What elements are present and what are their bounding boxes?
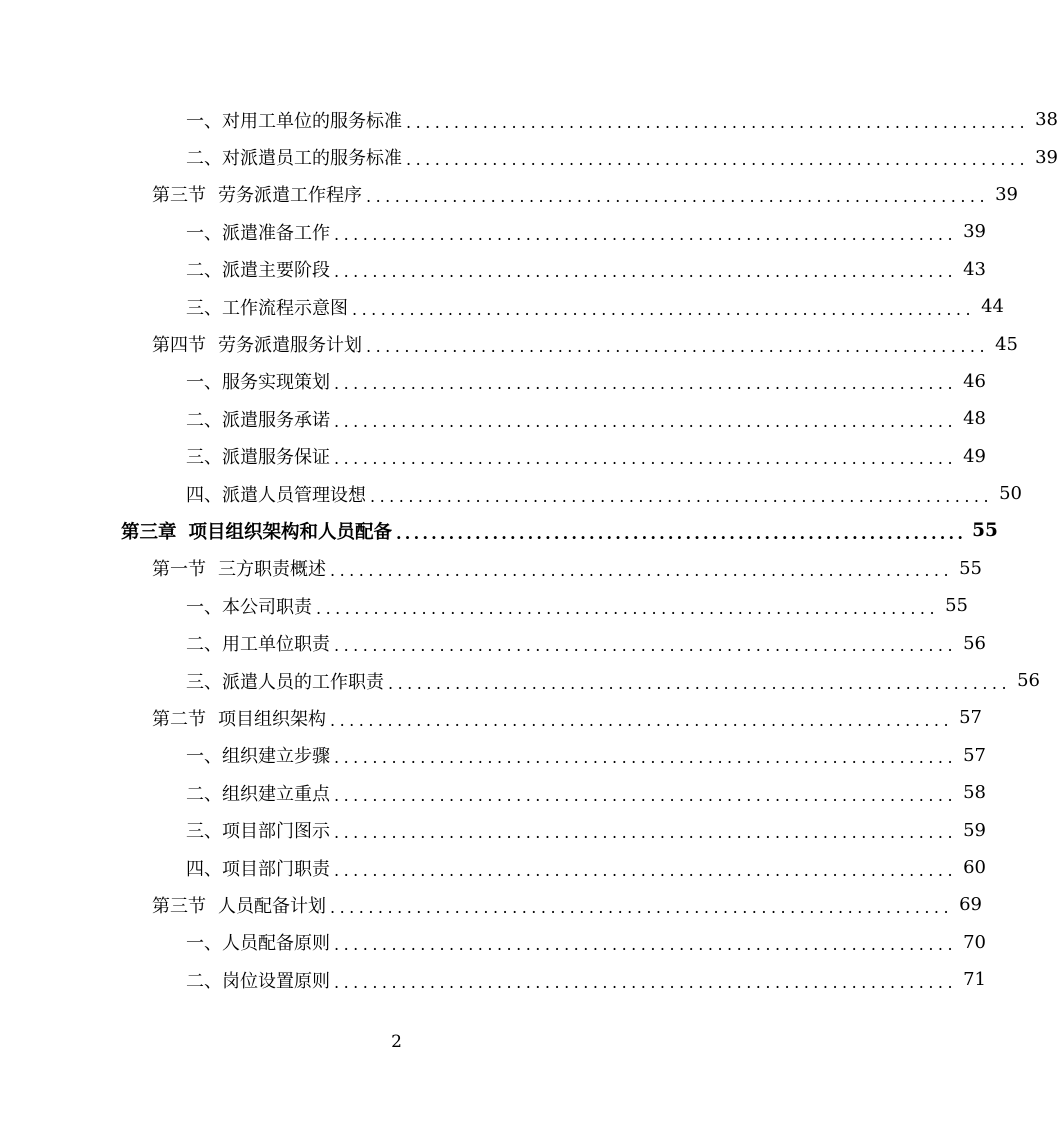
toc-entry-item[interactable] [0, 737, 986, 774]
toc-entry-page: 50 [999, 483, 1022, 505]
toc-entry-text: 人员配备计划 [218, 895, 326, 917]
toc-dot-leader: ................................................................. [406, 150, 1030, 170]
toc-entry-page: 58 [963, 782, 986, 804]
toc-dot-leader: ................................................................. [330, 561, 954, 581]
toc-dot-leader: ................................................................. [334, 224, 958, 244]
toc-entry-number: 一、 [186, 933, 222, 955]
toc-entry-item[interactable] [0, 363, 986, 400]
toc-dot-leader: ................................................................. [334, 972, 958, 992]
toc-entry-title [186, 630, 330, 656]
toc-entry-title [186, 780, 330, 806]
toc-entry-page: 55 [972, 520, 998, 542]
toc-entry-text: 人员配备原则 [222, 933, 330, 955]
toc-entry-item[interactable] [0, 662, 1040, 699]
toc-entry-item[interactable] [0, 961, 986, 998]
toc-entry-page: 49 [963, 445, 986, 467]
toc-entry-text: 用工单位职责 [222, 634, 330, 656]
toc-entry-section[interactable] [0, 699, 982, 736]
toc-entry-number: 第三节 [152, 185, 206, 207]
toc-entry-item[interactable] [0, 624, 986, 661]
toc-entry-title [186, 443, 330, 469]
toc-entry-page: 56 [963, 632, 986, 654]
toc-entry-page: 59 [963, 819, 986, 841]
toc-entry-text: 派遣人员管理设想 [222, 484, 366, 506]
toc-entry-title [186, 855, 330, 881]
toc-entry-number: 第二节 [152, 708, 206, 730]
toc-dot-leader: ................................................................. [388, 673, 1012, 693]
toc-entry-text: 项目部门职责 [222, 858, 330, 880]
toc-dot-leader: ................................................................. [334, 411, 958, 431]
toc-dot-leader: ................................................................. [334, 748, 958, 768]
toc-entry-title [152, 705, 326, 731]
toc-entry-title [152, 555, 326, 581]
toc-entry-number: 第三章 [121, 521, 177, 543]
toc-entry-text: 派遣主要阶段 [222, 260, 330, 282]
toc-entry-item[interactable] [0, 849, 986, 886]
toc-entry-item[interactable] [0, 251, 986, 288]
toc-entry-number: 三、 [186, 297, 222, 319]
toc-entry-title [186, 256, 330, 282]
toc-entry-number: 二、 [186, 783, 222, 805]
toc-entry-number: 第一节 [152, 559, 206, 581]
toc-entry-number: 四、 [186, 858, 222, 880]
toc-dot-leader: ................................................................. [330, 710, 954, 730]
toc-entry-text: 组织建立步骤 [222, 746, 330, 768]
toc-entry-item[interactable] [0, 138, 1058, 175]
toc-entry-text: 对派遣员工的服务标准 [222, 148, 402, 170]
toc-entry-text: 项目组织架构 [218, 708, 326, 730]
toc-entry-title [152, 892, 326, 918]
toc-entry-number: 一、 [186, 110, 222, 132]
toc-entry-section[interactable] [0, 886, 982, 923]
toc-entry-text: 劳务派遣服务计划 [218, 335, 362, 357]
toc-entry-number: 二、 [186, 260, 222, 282]
toc-entry-section[interactable] [0, 325, 1018, 362]
toc-entry-title [186, 742, 330, 768]
toc-entry-page: 39 [995, 183, 1018, 205]
toc-entry-item[interactable] [0, 811, 986, 848]
toc-entry-title [186, 219, 330, 245]
toc-entry-item[interactable] [0, 774, 986, 811]
toc-entry-page: 39 [963, 221, 986, 243]
toc-entry-text: 派遣服务承诺 [222, 409, 330, 431]
toc-entry-text: 岗位设置原则 [222, 970, 330, 992]
toc-dot-leader: ................................................................. [366, 337, 990, 357]
toc-entry-title [186, 481, 366, 507]
toc-entry-page: 71 [963, 969, 986, 991]
toc-entry-page: 70 [963, 931, 986, 953]
toc-entry-text: 本公司职责 [222, 596, 312, 618]
toc-dot-leader: ................................................................. [330, 897, 954, 917]
toc-entry-title [186, 406, 330, 432]
toc-entry-number: 四、 [186, 484, 222, 506]
toc-entry-chapter[interactable] [0, 512, 998, 549]
toc-entry-page: 55 [959, 557, 982, 579]
toc-entry-title [186, 107, 402, 133]
toc-entry-number: 一、 [186, 222, 222, 244]
toc-entry-text: 组织建立重点 [222, 783, 330, 805]
toc-entry-number: 三、 [186, 447, 222, 469]
toc-entry-title [186, 967, 330, 993]
toc-entry-number: 三、 [186, 671, 222, 693]
toc-entry-page: 46 [963, 370, 986, 392]
toc-entry-number: 一、 [186, 372, 222, 394]
toc-dot-leader: ................................................................. [334, 262, 958, 282]
toc-entry-title [186, 593, 312, 619]
toc-entry-text: 派遣人员的工作职责 [222, 671, 384, 693]
toc-dot-leader: ................................................................. [370, 486, 994, 506]
toc-entry-title [186, 144, 402, 170]
toc-dot-leader: ................................................................. [396, 523, 967, 543]
toc-entry-title [186, 294, 348, 320]
toc-entry-page: 48 [963, 408, 986, 430]
toc-entry-title [152, 331, 362, 357]
toc-entry-title [186, 668, 384, 694]
page-number: 2 [391, 1032, 402, 1052]
toc-dot-leader: ................................................................. [334, 860, 958, 880]
toc-entry-item[interactable] [0, 587, 968, 624]
toc-entry-title [186, 368, 330, 394]
toc-entry-number: 二、 [186, 970, 222, 992]
toc-entry-text: 项目组织架构和人员配备 [188, 521, 393, 543]
toc-entry-section[interactable] [0, 550, 982, 587]
toc-dot-leader: ................................................................. [334, 823, 958, 843]
toc-entry-page: 44 [981, 296, 1004, 318]
toc-dot-leader: ................................................................. [334, 374, 958, 394]
toc-entry-text: 对用工单位的服务标准 [222, 110, 402, 132]
toc-entry-section[interactable] [0, 176, 1018, 213]
toc-entry-text: 服务实现策划 [222, 372, 330, 394]
toc-entry-title [152, 181, 362, 207]
toc-entry-page: 43 [963, 258, 986, 280]
toc-entry-text: 派遣准备工作 [222, 222, 330, 244]
toc-entry-text: 三方职责概述 [218, 559, 326, 581]
toc-entry-text: 项目部门图示 [222, 821, 330, 843]
toc-entry-page: 39 [1035, 146, 1058, 168]
toc-entry-text: 工作流程示意图 [222, 297, 348, 319]
toc-entry-page: 56 [1017, 670, 1040, 692]
toc-entry-number: 二、 [186, 148, 222, 170]
toc-entry-number: 第三节 [152, 895, 206, 917]
toc-entry-item[interactable] [0, 101, 1058, 138]
toc-entry-page: 57 [963, 744, 986, 766]
toc-entry-page: 69 [959, 894, 982, 916]
toc-entry-page: 38 [1035, 109, 1058, 131]
toc-entry-title [121, 518, 392, 544]
toc-entry-item[interactable] [0, 475, 1022, 512]
toc-dot-leader: ................................................................. [406, 112, 1030, 132]
toc-dot-leader: ................................................................. [334, 935, 958, 955]
toc-entry-item[interactable] [0, 213, 986, 250]
toc-entry-page: 55 [945, 595, 968, 617]
toc-dot-leader: ................................................................. [352, 299, 976, 319]
toc-dot-leader: ................................................................. [366, 187, 990, 207]
toc-entry-number: 一、 [186, 746, 222, 768]
toc-entry-page: 45 [995, 333, 1018, 355]
toc-entry-item[interactable] [0, 924, 986, 961]
toc-entry-number: 三、 [186, 821, 222, 843]
toc-dot-leader: ................................................................. [334, 636, 958, 656]
toc-entry-page: 60 [963, 857, 986, 878]
toc-entry-number: 一、 [186, 596, 222, 618]
toc-entry-text: 派遣服务保证 [222, 447, 330, 469]
toc-dot-leader: ................................................................. [334, 449, 958, 469]
toc-entry-page: 57 [959, 707, 982, 729]
toc-entry-number: 二、 [186, 409, 222, 431]
toc-entry-number: 第四节 [152, 335, 206, 357]
toc-entry-item[interactable] [0, 438, 986, 475]
toc-dot-leader: ................................................................. [316, 598, 940, 618]
table-of-contents [0, 101, 1058, 998]
toc-entry-title [186, 817, 330, 843]
toc-dot-leader: ................................................................. [334, 785, 958, 805]
toc-entry-text: 劳务派遣工作程序 [218, 185, 362, 207]
toc-entry-item[interactable] [0, 288, 1004, 325]
toc-entry-item[interactable] [0, 400, 986, 437]
toc-entry-number: 二、 [186, 634, 222, 656]
toc-entry-title [186, 929, 330, 955]
